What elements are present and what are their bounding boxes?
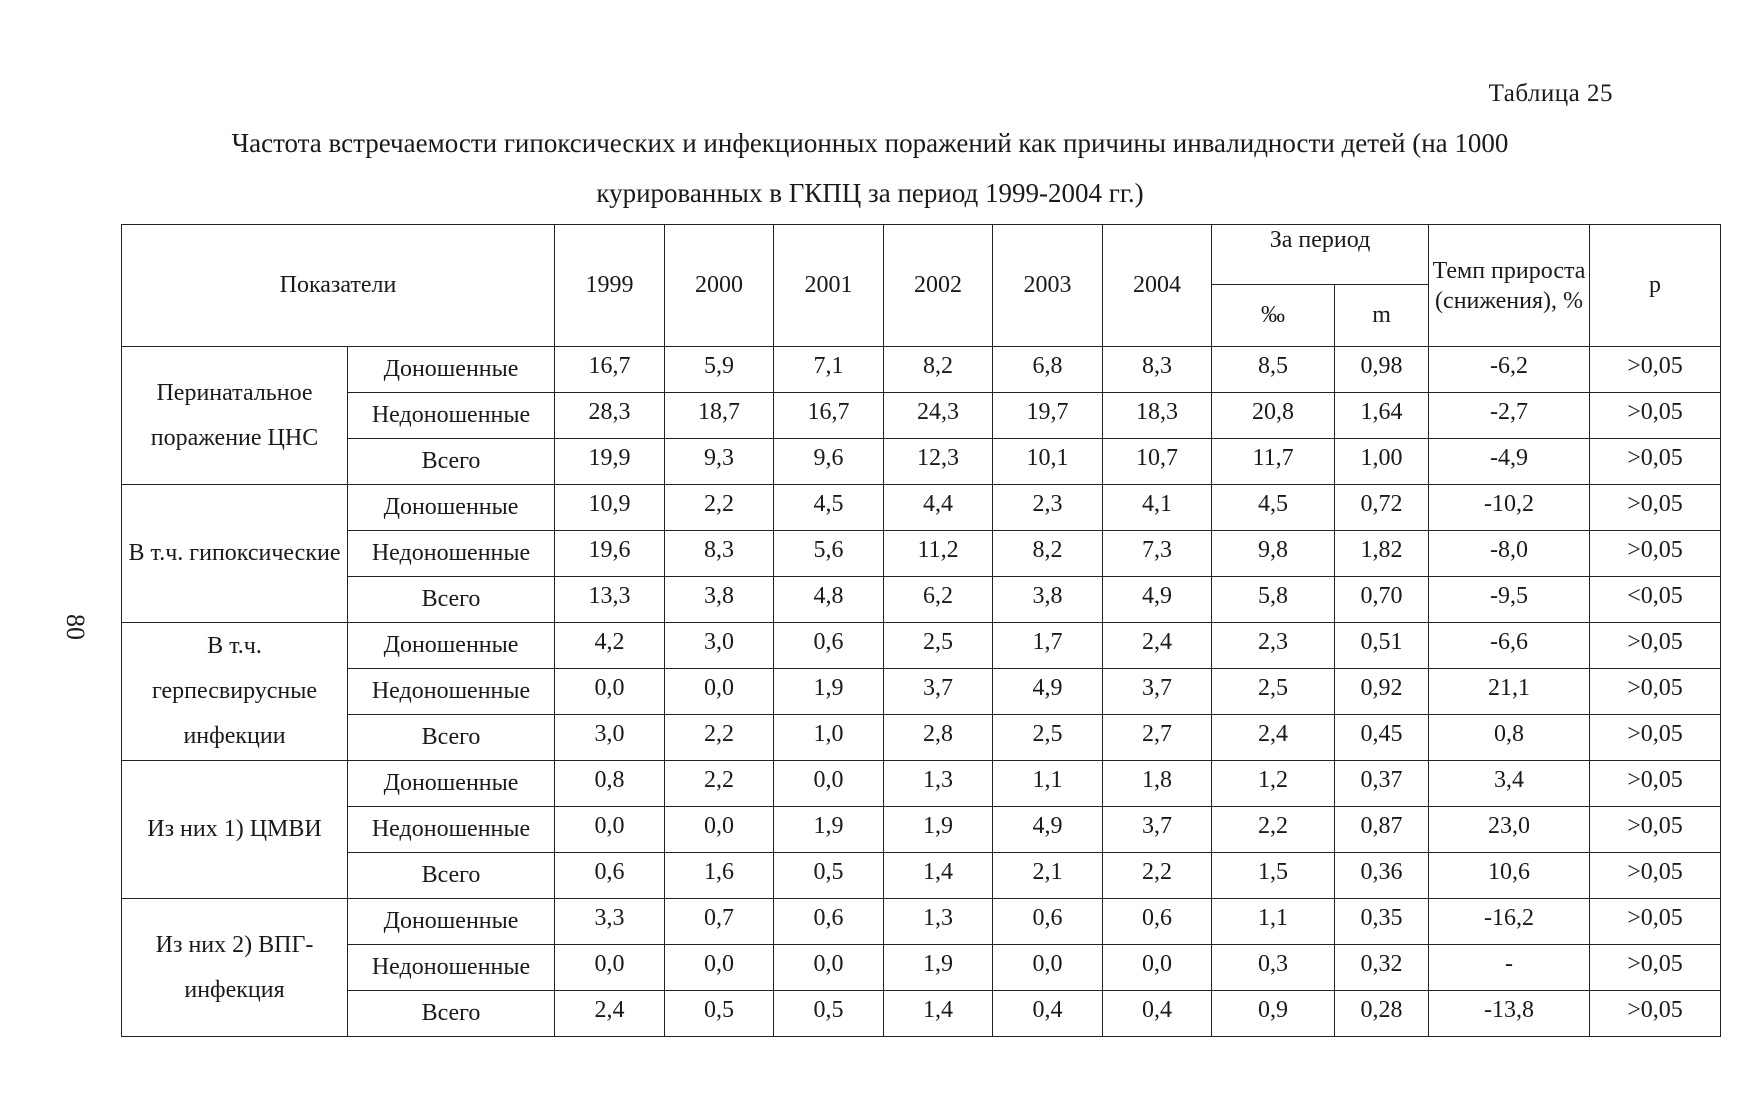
year-value-cell: 1,4 [884,991,993,1037]
m-cell: 0,37 [1335,761,1429,807]
year-value-cell: 0,7 [665,899,774,945]
growth-cell: -13,8 [1429,991,1590,1037]
year-value-cell: 0,0 [1103,945,1212,991]
group-label: Перинатальное поражение ЦНС [122,347,348,485]
m-cell: 1,82 [1335,531,1429,577]
group-label: Из них 1) ЦМВИ [122,761,348,899]
p-value-cell: <0,05 [1590,577,1721,623]
permille-cell: 11,7 [1212,439,1335,485]
header-indicators: Показатели [122,225,555,347]
year-value-cell: 2,5 [993,715,1103,761]
year-value-cell: 1,1 [993,761,1103,807]
table-row [122,393,1721,439]
m-cell: 0,35 [1335,899,1429,945]
p-value-cell: >0,05 [1590,945,1721,991]
year-value-cell: 16,7 [555,347,665,393]
year-value-cell: 2,2 [665,761,774,807]
header-m: m [1335,285,1429,347]
year-value-cell: 5,9 [665,347,774,393]
year-value-cell: 8,2 [884,347,993,393]
year-value-cell: 12,3 [884,439,993,485]
year-value-cell: 1,9 [774,807,884,853]
year-value-cell: 7,3 [1103,531,1212,577]
m-cell: 0,72 [1335,485,1429,531]
row-type-label: Всего [348,991,555,1037]
year-value-cell: 0,0 [774,761,884,807]
table-row [122,853,1721,899]
year-value-cell: 3,0 [665,623,774,669]
year-value-cell: 1,8 [1103,761,1212,807]
group-label: В т.ч. гипоксические [122,485,348,623]
row-type-label: Доношенные [348,761,555,807]
year-value-cell: 3,3 [555,899,665,945]
year-value-cell: 1,3 [884,899,993,945]
year-value-cell: 3,8 [993,577,1103,623]
year-value-cell: 24,3 [884,393,993,439]
year-value-cell: 1,4 [884,853,993,899]
year-value-cell: 2,4 [555,991,665,1037]
year-value-cell: 1,7 [993,623,1103,669]
year-value-cell: 0,0 [774,945,884,991]
year-value-cell: 6,2 [884,577,993,623]
year-value-cell: 2,3 [993,485,1103,531]
group-label: Из них 2) ВПГ-инфекция [122,899,348,1037]
row-type-label: Недоношенные [348,945,555,991]
table-row [122,715,1721,761]
m-cell: 0,51 [1335,623,1429,669]
header-year: 2000 [665,225,774,347]
header-year: 1999 [555,225,665,347]
year-value-cell: 28,3 [555,393,665,439]
permille-cell: 5,8 [1212,577,1335,623]
year-value-cell: 0,8 [555,761,665,807]
year-value-cell: 4,8 [774,577,884,623]
permille-cell: 2,2 [1212,807,1335,853]
table-row [122,991,1721,1037]
growth-cell: -2,7 [1429,393,1590,439]
year-value-cell: 10,1 [993,439,1103,485]
year-value-cell: 2,8 [884,715,993,761]
p-value-cell: >0,05 [1590,715,1721,761]
permille-cell: 0,3 [1212,945,1335,991]
table-row [122,439,1721,485]
row-type-label: Всего [348,577,555,623]
p-value-cell: >0,05 [1590,899,1721,945]
permille-cell: 2,5 [1212,669,1335,715]
p-value-cell: >0,05 [1590,761,1721,807]
row-type-label: Доношенные [348,623,555,669]
m-cell: 0,98 [1335,347,1429,393]
year-value-cell: 0,6 [774,899,884,945]
year-value-cell: 0,4 [993,991,1103,1037]
permille-cell: 2,3 [1212,623,1335,669]
m-cell: 0,28 [1335,991,1429,1037]
year-value-cell: 10,7 [1103,439,1212,485]
year-value-cell: 8,3 [1103,347,1212,393]
year-value-cell: 4,1 [1103,485,1212,531]
p-value-cell: >0,05 [1590,531,1721,577]
header-permille: ‰ [1212,285,1335,347]
permille-cell: 1,2 [1212,761,1335,807]
year-value-cell: 5,6 [774,531,884,577]
permille-cell: 20,8 [1212,393,1335,439]
growth-cell: 21,1 [1429,669,1590,715]
year-value-cell: 19,9 [555,439,665,485]
header-year: 2001 [774,225,884,347]
year-value-cell: 0,0 [665,945,774,991]
permille-cell: 0,9 [1212,991,1335,1037]
p-value-cell: >0,05 [1590,991,1721,1037]
row-type-label: Всего [348,715,555,761]
m-cell: 0,87 [1335,807,1429,853]
header-period: За период [1212,225,1429,285]
year-value-cell: 4,4 [884,485,993,531]
header-p: р [1590,225,1721,347]
year-value-cell: 9,3 [665,439,774,485]
row-type-label: Доношенные [348,899,555,945]
year-value-cell: 0,0 [993,945,1103,991]
year-value-cell: 18,7 [665,393,774,439]
year-value-cell: 19,7 [993,393,1103,439]
year-value-cell: 2,1 [993,853,1103,899]
year-value-cell: 4,5 [774,485,884,531]
year-value-cell: 3,0 [555,715,665,761]
p-value-cell: >0,05 [1590,485,1721,531]
year-value-cell: 11,2 [884,531,993,577]
permille-cell: 1,1 [1212,899,1335,945]
growth-cell: -6,6 [1429,623,1590,669]
year-value-cell: 1,6 [665,853,774,899]
year-value-cell: 0,4 [1103,991,1212,1037]
year-value-cell: 0,6 [993,899,1103,945]
row-type-label: Доношенные [348,485,555,531]
growth-cell: -10,2 [1429,485,1590,531]
page-number: 80 [61,614,90,640]
year-value-cell: 0,0 [665,669,774,715]
p-value-cell: >0,05 [1590,669,1721,715]
year-value-cell: 19,6 [555,531,665,577]
table-row [122,899,1721,945]
growth-cell: 23,0 [1429,807,1590,853]
p-value-cell: >0,05 [1590,853,1721,899]
year-value-cell: 1,0 [774,715,884,761]
year-value-cell: 0,6 [1103,899,1212,945]
header-growth: Темп прироста (снижения), % [1429,225,1590,347]
growth-cell: - [1429,945,1590,991]
row-type-label: Недоношенные [348,393,555,439]
table-body [122,347,1721,1037]
m-cell: 0,36 [1335,853,1429,899]
p-value-cell: >0,05 [1590,807,1721,853]
p-value-cell: >0,05 [1590,623,1721,669]
growth-cell: -16,2 [1429,899,1590,945]
year-value-cell: 2,2 [1103,853,1212,899]
year-value-cell: 6,8 [993,347,1103,393]
permille-cell: 9,8 [1212,531,1335,577]
group-label: В т.ч. герпесвирусные инфекции [122,623,348,761]
year-value-cell: 4,2 [555,623,665,669]
year-value-cell: 1,9 [774,669,884,715]
year-value-cell: 0,0 [555,807,665,853]
table-row [122,623,1721,669]
year-value-cell: 1,9 [884,807,993,853]
table-row [122,807,1721,853]
growth-cell: -9,5 [1429,577,1590,623]
year-value-cell: 9,6 [774,439,884,485]
year-value-cell: 2,2 [665,485,774,531]
growth-cell: 0,8 [1429,715,1590,761]
permille-cell: 1,5 [1212,853,1335,899]
year-value-cell: 0,0 [555,669,665,715]
table-row [122,531,1721,577]
row-type-label: Доношенные [348,347,555,393]
year-value-cell: 4,9 [1103,577,1212,623]
table-row [122,945,1721,991]
table-caption: Частота встречаемости гипоксических и инфекционных поражений как причины инвалидности детей (на 1000 курированных в ГКПЦ за период 1999-2004 гг.) [231,128,1509,208]
year-value-cell: 2,4 [1103,623,1212,669]
permille-cell: 8,5 [1212,347,1335,393]
m-cell: 1,64 [1335,393,1429,439]
year-value-cell: 3,7 [1103,669,1212,715]
year-value-cell: 0,0 [555,945,665,991]
row-type-label: Всего [348,439,555,485]
row-type-label: Недоношенные [348,531,555,577]
row-type-label: Недоношенные [348,807,555,853]
year-value-cell: 8,2 [993,531,1103,577]
year-value-cell: 4,9 [993,807,1103,853]
year-value-cell: 2,5 [884,623,993,669]
year-value-cell: 2,7 [1103,715,1212,761]
growth-cell: 10,6 [1429,853,1590,899]
header-year: 2002 [884,225,993,347]
header-year: 2003 [993,225,1103,347]
m-cell: 0,70 [1335,577,1429,623]
table-row [122,577,1721,623]
growth-cell: -8,0 [1429,531,1590,577]
growth-cell: 3,4 [1429,761,1590,807]
year-value-cell: 3,7 [884,669,993,715]
p-value-cell: >0,05 [1590,393,1721,439]
year-value-cell: 0,5 [665,991,774,1037]
header-year: 2004 [1103,225,1212,347]
year-value-cell: 0,5 [774,853,884,899]
year-value-cell: 3,7 [1103,807,1212,853]
growth-cell: -6,2 [1429,347,1590,393]
year-value-cell: 3,8 [665,577,774,623]
table-row [122,347,1721,393]
m-cell: 0,32 [1335,945,1429,991]
row-type-label: Недоношенные [348,669,555,715]
growth-cell: -4,9 [1429,439,1590,485]
year-value-cell: 1,3 [884,761,993,807]
year-value-cell: 2,2 [665,715,774,761]
year-value-cell: 7,1 [774,347,884,393]
m-cell: 1,00 [1335,439,1429,485]
p-value-cell: >0,05 [1590,439,1721,485]
permille-cell: 2,4 [1212,715,1335,761]
year-value-cell: 0,6 [774,623,884,669]
year-value-cell: 0,5 [774,991,884,1037]
year-value-cell: 0,6 [555,853,665,899]
year-value-cell: 1,9 [884,945,993,991]
table-row [122,485,1721,531]
year-value-cell: 16,7 [774,393,884,439]
m-cell: 0,45 [1335,715,1429,761]
table-label: Таблица 25 [1488,80,1613,107]
year-value-cell: 0,0 [665,807,774,853]
year-value-cell: 4,9 [993,669,1103,715]
year-value-cell: 10,9 [555,485,665,531]
table-row [122,669,1721,715]
data-table [121,224,1721,1037]
year-value-cell: 13,3 [555,577,665,623]
p-value-cell: >0,05 [1590,347,1721,393]
table-row [122,761,1721,807]
permille-cell: 4,5 [1212,485,1335,531]
year-value-cell: 18,3 [1103,393,1212,439]
year-value-cell: 8,3 [665,531,774,577]
m-cell: 0,92 [1335,669,1429,715]
row-type-label: Всего [348,853,555,899]
